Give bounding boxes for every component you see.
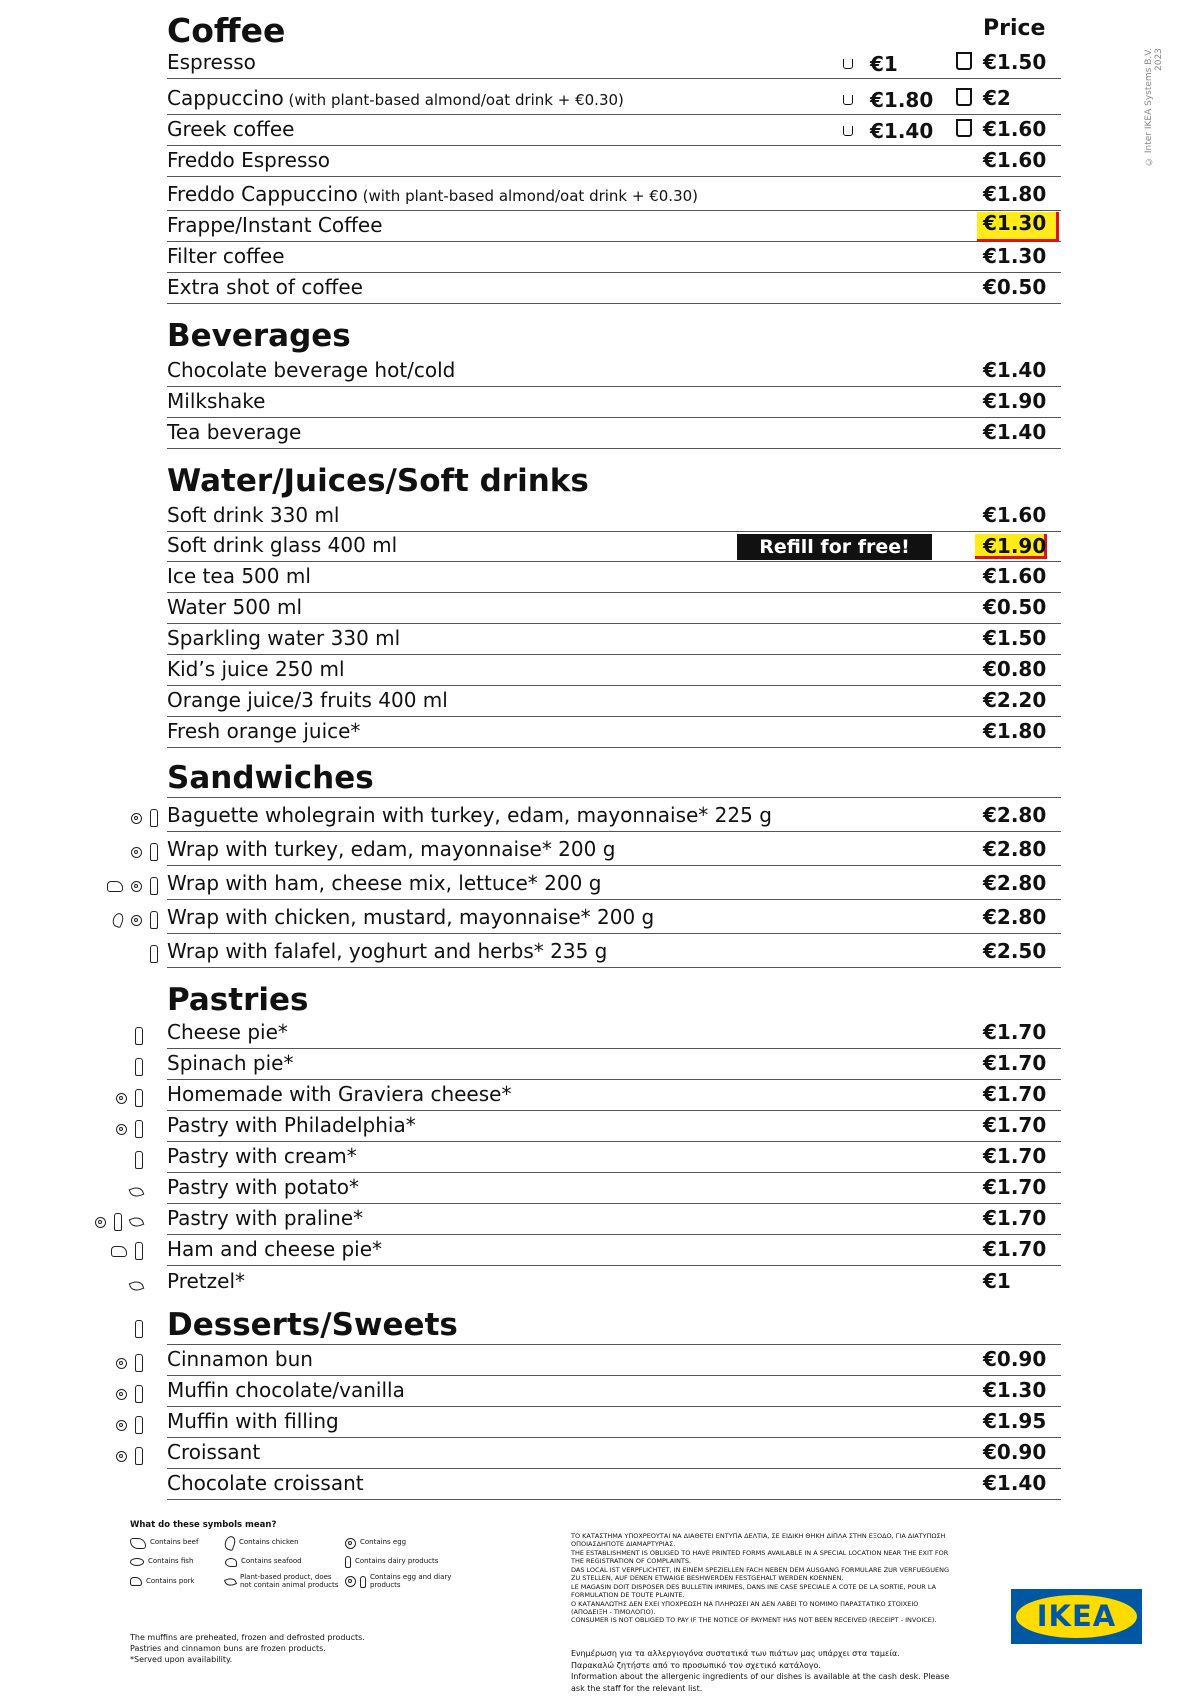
item-name: Pastry with praline* [167,1206,364,1230]
footnote: Pastries and cinnamon buns are frozen products. [130,1644,326,1654]
menu [167,0,1061,1500]
item-price: €1.50 [983,626,1047,650]
item-name: Chocolate croissant [167,1471,364,1495]
legal-line: LE MAGASIN DOIT DISPOSER DES BULLETIN IMRIMES, DANS INE CASE SPECIALE A COTE DE LA SORTIE, POUR LA FORMULATION DE TOUTE PLAINTE. [571,1582,937,1600]
item-name: Soft drink 330 ml [167,503,340,527]
item-price: €1.70 [983,1206,1047,1230]
plant-icon [129,1185,145,1199]
legend-item-egg-dairy: Contains egg and diary products [345,1574,455,1589]
item-name: Filter coffee [167,244,285,268]
menu-item [167,1407,1061,1438]
item-name: Soft drink glass 400 ml [167,533,398,557]
legend-item-seafood: Contains seafood [225,1556,345,1568]
item-name: Pastry with potato* [167,1175,359,1199]
allergen-icons [116,1089,143,1107]
legend-item-fish: Contains fish [130,1556,225,1568]
legal-line: DAS LOCAL IST VERPFLICHTET, IN EINEM SPEZIELLEN FACH NEBEN DEM AUSGANG FORMULARE ZUR VERFUEGUENG ZU STELLEN, AUF DENEN ETWAIGE BESHWERDEN FESTGEHALT WERDEN KOENNEN. [571,1565,949,1583]
item-price: €1.95 [983,1409,1047,1433]
legend-item-egg: Contains egg [345,1536,455,1550]
footnote: The muffins are preheated, frozen and defrosted products. [130,1633,365,1642]
item-price: €1.60 [983,564,1047,588]
menu-item [167,1080,1061,1111]
item-name: Cinnamon bun [167,1347,313,1371]
item-price: €0.50 [983,595,1047,619]
item-price: €2.80 [983,905,1047,929]
menu-item [167,1018,1061,1049]
menu-item [167,1345,1061,1376]
legend-item-chicken: Contains chicken [225,1536,345,1550]
menu-item [167,655,1061,686]
section-drinks [167,449,1061,501]
allergen-icons [116,1385,143,1403]
allergen-icons [111,1242,143,1260]
allergen-icons [135,1027,143,1045]
dairy-icon [150,911,158,929]
item-name: Water 500 ml [167,595,303,619]
allergen-icons [113,911,158,929]
legal-line: Ο ΚΑΤΑΝΑΛΩΤΗΣ ΔΕΝ ΕΧΕΙ ΥΠΟΧΡΕΩΣΗ ΝΑ ΠΛΗΡΩΣΕΙ ΑΝ ΔΕΝ ΛΑΒΕΙ ΤΟ ΝΟΜΙΜΟ ΠΑΡΑΣΤΑΤΙΚΟ ΣΤΟΙΧΕΙΟ (ΑΠΟΔΕΙΞΗ - ΤΙΜΟΛΟΓΙΟ). [571,1599,919,1616]
item-name: Muffin with filling [167,1409,339,1433]
menu-item [167,1204,1061,1235]
item-price: €1.70 [983,1144,1047,1168]
legend-grid [130,1536,490,1589]
item-small-price: €1.80 [870,88,934,112]
item-price: €1.90 [983,534,1047,558]
item-name: Fresh orange juice* [167,719,361,743]
item-price: €0.90 [983,1440,1047,1464]
item-name: Croissant [167,1440,261,1464]
item-price: €2.80 [983,837,1047,861]
price-header: Price [983,16,1046,41]
item-price: €1.70 [983,1175,1047,1199]
section-pastries [167,968,1061,1018]
dairy-icon [135,1027,143,1045]
egg-icon [345,1538,356,1549]
egg-icon [116,1358,127,1369]
menu-item [167,1111,1061,1142]
menu-item [167,501,1061,532]
dairy-icon [135,1447,143,1465]
allergen-icons [135,1058,143,1076]
menu-item-greek-coffee [167,115,1061,146]
section-title: Coffee [167,11,286,50]
large-cup-icon [956,52,972,70]
small-cup-icon [843,59,853,69]
item-name: Spinach pie* [167,1051,294,1075]
item-name: Frappe/Instant Coffee [167,213,383,237]
allergen-icons [130,1187,143,1197]
legal-line: THE ESTABLISHMENT IS OBLIGED TO HAVE PRINTED FORMS AVAILABLE IN A SPECIAL LOCATION NEAR THE EXIT FOR THE REGISTRATION OF COMPLAINTS. [571,1548,949,1566]
item-name: Cheese pie* [167,1020,288,1044]
menu-item [167,1173,1061,1204]
item-price: €1.70 [983,1082,1047,1106]
item-name: Muffin chocolate/vanilla [167,1378,405,1402]
dairy-icon [135,1320,143,1338]
dairy-icon [135,1242,143,1260]
item-price: €1.30 [983,244,1047,268]
pork-icon [111,1246,127,1257]
dairy-icon [135,1354,143,1372]
legend-item-beef: Contains beef [130,1536,225,1550]
menu-item [167,418,1061,449]
section-title: Sandwiches [167,760,374,796]
menu-item [167,1235,1061,1266]
chicken-icon [223,1535,237,1552]
item-note: (with plant-based almond/oat drink + €0.30) [283,91,624,109]
beef-icon [130,1538,146,1549]
item-note: (with plant-based almond/oat drink + €0.30) [357,187,699,205]
menu-item-soft-drink-glass [167,532,1061,562]
legal-line: ΤΟ ΚΑΤΑΣΤΗΜΑ ΥΠΟΧΡΕΟΥΤΑΙ ΝΑ ΔΙΑΘΕΤΕΙ ΕΝΤΥΠΑ ΔΕΛΤΙΑ, ΣΕ ΕΙΔΙΚΗ ΘΗΚΗ ΔΙΠΛΑ ΣΤΗΝ ΕΞΟΔΟ, ΓΙΑ ΔΙΑΤΥΠΩΣΗ ΟΠΟΙΑΣΔΗΠΟΤΕ ΔΙΑΜΑΡΤΥΡΙΑΣ. [571,1532,946,1549]
item-name: Sparkling water 330 ml [167,626,401,650]
section-beverages [167,304,1061,356]
footnote: *Served upon availability. [130,1655,233,1665]
item-price: €1.50 [983,50,1047,74]
item-price: €1.70 [983,1237,1047,1261]
menu-item [167,717,1061,748]
allergen-icons [130,1281,143,1291]
menu-item [167,1266,1061,1297]
item-name: Pastry with Philadelphia* [167,1113,416,1137]
section-title: Water/Juices/Soft drinks [167,463,589,499]
section-title: Pastries [167,982,309,1018]
menu-item-filter-coffee [167,242,1061,273]
legend-item-pork: Contains pork [130,1574,225,1589]
egg-icon [95,1217,106,1228]
legal-line: CONSUMER IS NOT OBLIGED TO PAY IF THE NOTICE OF PAYMENT HAS NOT BEEN RECEIVED (RECEIPT - INVOICE). [571,1616,937,1625]
menu-item [167,1469,1061,1500]
item-name: Pretzel* [167,1269,245,1293]
dairy-icon [345,1556,351,1568]
fish-icon [130,1558,144,1566]
item-price: €1.40 [983,420,1047,444]
section-sandwiches [167,748,1061,798]
menu-item-freddo-cappuccino [167,177,1061,211]
menu-item [167,1438,1061,1469]
item-name: Wrap with turkey, edam, mayonnaise* 200 g [167,837,616,861]
allergen-line: Information about the allergenic ingredients of our dishes is available at the cash desk. Please ask the staff for the relevant list. [571,1672,950,1693]
item-name: Orange juice/3 fruits 400 ml [167,688,448,712]
menu-item [167,686,1061,717]
allergen-icons [150,945,158,963]
item-price: €1.30 [983,1378,1047,1402]
item-small-price: €1 [870,52,898,76]
egg-icon [345,1576,356,1587]
menu-item-frappe [167,211,1061,242]
dairy-icon [135,1416,143,1434]
item-price: €2.80 [983,803,1047,827]
item-price: €1.70 [983,1051,1047,1075]
item-price: €0.50 [983,275,1047,299]
legal-notice [571,1532,951,1625]
item-name: Cappuccino (with plant-based almond/oat drink + €0.30) [167,86,624,110]
item-price: €1.70 [983,1020,1047,1044]
dairy-icon [135,1385,143,1403]
item-name: Ice tea 500 ml [167,564,311,588]
menu-item [167,900,1061,934]
item-price: €1.80 [983,719,1047,743]
dairy-icon [150,877,158,895]
copyright-notice: © Inter IKEA Systems B.V. 2023 [1144,48,1164,167]
item-price: €1.60 [983,503,1047,527]
item-name: Freddo Espresso [167,148,331,172]
menu-item-extra-shot [167,273,1061,304]
allergen-icons [116,1120,143,1138]
legend-title: What do these symbols mean? [130,1520,277,1530]
large-cup-icon [956,88,972,106]
pork-icon [107,881,123,892]
dairy-icon [135,1089,143,1107]
item-price: €1.90 [983,389,1047,413]
logo-wordmark: IKEA [1036,1599,1117,1633]
section-title: Desserts/Sweets [167,1307,458,1343]
allergen-icons [116,1354,143,1372]
allergen-info [571,1648,951,1694]
allergen-icons [135,1151,143,1169]
item-price: €2.50 [983,939,1047,963]
dairy-icon [360,1576,366,1588]
dairy-icon [135,1058,143,1076]
egg-icon [116,1389,127,1400]
item-small-price: €1.40 [870,119,934,143]
item-name: Kid’s juice 250 ml [167,657,345,681]
footnotes [130,1632,365,1666]
item-name: Espresso [167,50,256,74]
item-price: €1.30 [983,211,1047,235]
item-name: Tea beverage [167,420,302,444]
menu-item [167,1049,1061,1080]
egg-icon [131,915,142,926]
egg-icon [131,881,142,892]
item-price: €1.40 [983,358,1047,382]
plant-icon [129,1279,145,1293]
menu-item-cappuccino [167,79,1061,115]
item-name: Chocolate beverage hot/cold [167,358,456,382]
item-price: €1.40 [983,1471,1047,1495]
plant-icon [129,1215,145,1229]
item-price: €1 [983,1269,1011,1293]
small-cup-icon [843,126,853,136]
dairy-icon [150,945,158,963]
item-price: €0.90 [983,1347,1047,1371]
menu-item [167,798,1061,832]
item-name: Ham and cheese pie* [167,1237,383,1261]
legend-item-plant: Plant-based product, does not contain animal products [225,1574,345,1589]
egg-icon [116,1420,127,1431]
dairy-icon [150,809,158,827]
section-desserts [167,1297,1061,1345]
item-name: Baguette wholegrain with turkey, edam, mayonnaise* 225 g [167,803,772,827]
menu-item [167,1376,1061,1407]
seafood-icon [225,1558,237,1567]
item-name: Extra shot of coffee [167,275,363,299]
small-cup-icon [843,95,853,105]
item-name: Wrap with chicken, mustard, mayonnaise* 200 g [167,905,655,929]
item-price: €1.80 [983,182,1047,206]
dairy-icon [135,1120,143,1138]
dairy-icon [114,1213,122,1231]
item-price: €1.60 [983,117,1047,141]
pork-icon [130,1577,142,1586]
menu-item-freddo-espresso [167,146,1061,177]
allergen-icons [135,1320,143,1338]
menu-item [167,356,1061,387]
section-coffee [167,0,1061,48]
item-name: Wrap with falafel, yoghurt and herbs* 235 g [167,939,608,963]
item-price: €2.20 [983,688,1047,712]
plant-icon [224,1576,237,1587]
allergen-icons [116,1447,143,1465]
item-price: €2 [983,86,1011,110]
allergen-icons [95,1213,143,1231]
allergen-icons [116,1416,143,1434]
chicken-icon [111,912,125,929]
allergen-line: Ενημέρωση για τα αλλεργιογόνα συστατικά των πιάτων μας υπάρχει στα ταμεία. [571,1649,900,1658]
allergen-icons [131,809,158,827]
dairy-icon [135,1151,143,1169]
large-cup-icon [956,119,972,137]
menu-item-espresso [167,48,1061,79]
item-price: €2.80 [983,871,1047,895]
item-price: €1.70 [983,1113,1047,1137]
menu-item [167,562,1061,593]
symbol-legend [130,1520,490,1589]
refill-badge: Refill for free! [737,534,932,560]
egg-icon [116,1124,127,1135]
egg-icon [116,1093,127,1104]
item-name: Greek coffee [167,117,295,141]
menu-item [167,1142,1061,1173]
allergen-line: Παρακαλώ ζητήστε από το προσωπικό τον σχετικό κατάλογο. [571,1660,821,1670]
menu-item [167,593,1061,624]
dairy-icon [150,843,158,861]
allergen-icons [131,843,158,861]
menu-item [167,934,1061,968]
egg-icon [131,847,142,858]
menu-item [167,624,1061,655]
egg-icon [131,813,142,824]
menu-item [167,832,1061,866]
item-name: Wrap with ham, cheese mix, lettuce* 200 g [167,871,602,895]
menu-item [167,866,1061,900]
menu-item [167,387,1061,418]
legend-item-dairy: Contains dairy products [345,1556,455,1568]
section-title: Beverages [167,318,351,354]
item-name: Freddo Cappuccino (with plant-based almond/oat drink + €0.30) [167,182,699,206]
allergen-icons [107,877,158,895]
item-name: Pastry with cream* [167,1144,357,1168]
item-name: Homemade with Graviera cheese* [167,1082,512,1106]
ikea-logo [1011,1589,1142,1644]
item-price: €1.60 [983,148,1047,172]
item-name: Milkshake [167,389,266,413]
item-price: €0.80 [983,657,1047,681]
egg-icon [116,1451,127,1462]
